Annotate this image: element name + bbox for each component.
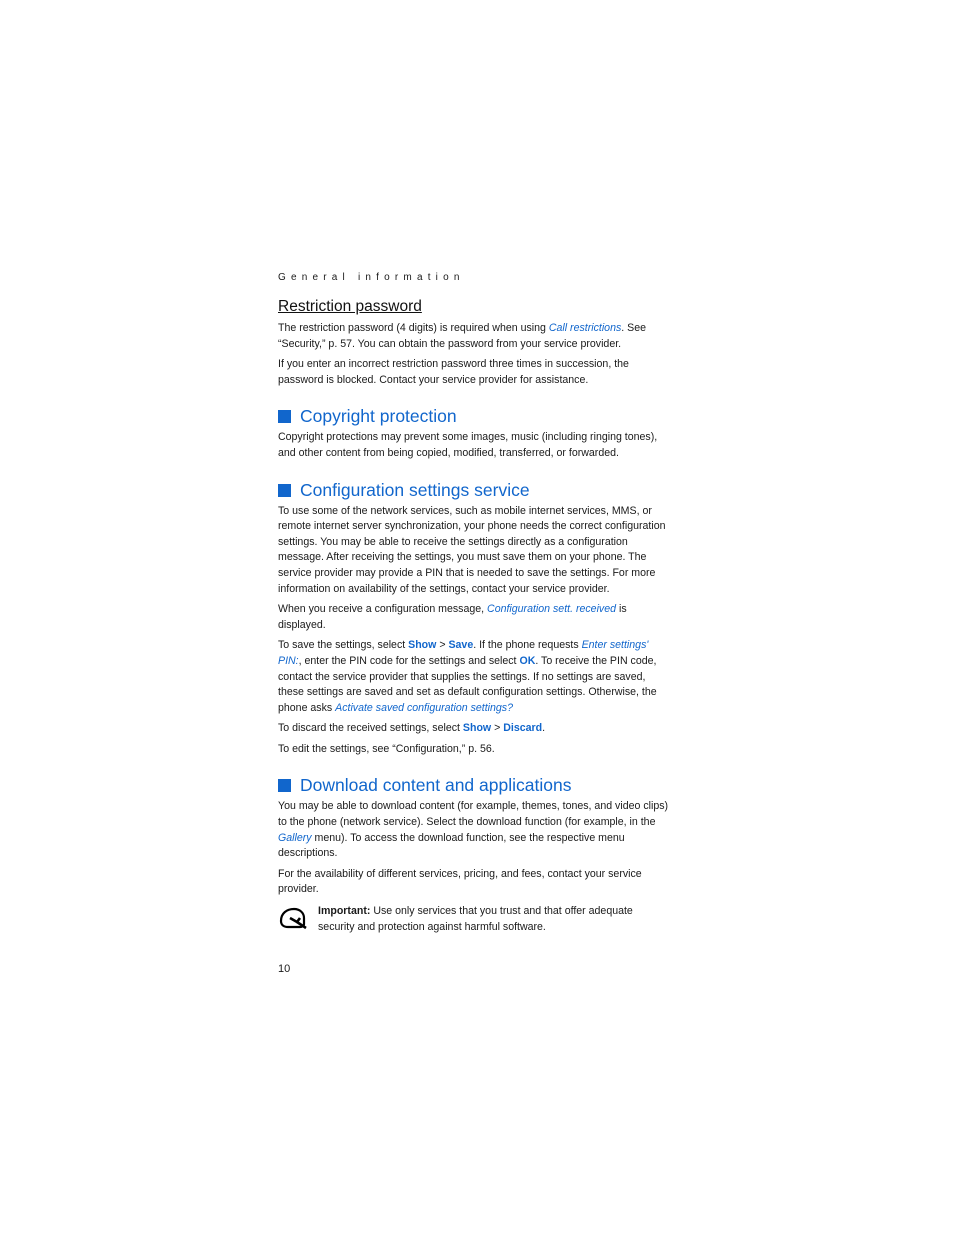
restriction-password-heading: Restriction password — [278, 298, 422, 315]
restriction-paragraph-2: If you enter an incorrect restriction password three times in succession, the password is blocked. Contact your service provider for assistance. — [278, 358, 629, 386]
copyright-heading: Copyright protection — [278, 406, 670, 427]
page-number: 10 — [278, 963, 291, 976]
config-paragraph-4: To discard the received settings, select Show > Discard. — [278, 722, 546, 735]
important-hand-icon — [278, 906, 308, 930]
show-key-ref: Show — [408, 639, 437, 652]
download-paragraph-1: You may be able to download content (for example, themes, tones, and video clips) to the phone (network service). Select the download function (for example, in the Gallery menu). To access the download function, see the respective menu descriptions. — [278, 800, 669, 860]
important-note — [278, 904, 670, 935]
config-paragraph-1: To use some of the network services, such as mobile internet services, MMS, or remote internet server synchronization, your phone needs the correct configuration settings. You may be able to receive the settings directly as a configuration message. After receiving the settings, you must save them on your phone. The service provider may provide a PIN that is needed to save the settings. For more information on availability of the settings, contact your service provider. — [278, 504, 666, 595]
save-key-ref: Save — [448, 639, 474, 652]
section-square-icon — [278, 779, 291, 792]
running-head: General information — [278, 272, 465, 283]
configuration-heading: Configuration settings service — [278, 480, 670, 501]
copyright-paragraph: Copyright protections may prevent some images, music (including ringing tones), and other content from being copied, modified, transferred, or forwarded. — [278, 431, 658, 459]
ok-key-ref: OK — [519, 654, 536, 667]
section-square-icon — [278, 410, 291, 423]
discard-key-ref: Discard — [503, 722, 543, 735]
important-note-text: Important: Use only services that you trust and that offer adequate security and protection against harmful software. — [318, 905, 633, 933]
section-square-icon — [278, 484, 291, 497]
enter-pin-ref: Enter settings' PIN: — [278, 639, 649, 667]
download-heading: Download content and applications — [278, 775, 670, 796]
config-paragraph-2: When you receive a configuration message, Configuration sett. received is displayed. — [278, 603, 627, 631]
config-paragraph-5: To edit the settings, see “Configuration,” p. 56. — [278, 742, 495, 755]
download-paragraph-2: For the availability of different services, pricing, and fees, contact your service provider. — [278, 867, 642, 896]
call-restrictions-ref: Call restrictions — [548, 322, 622, 334]
document-page — [278, 272, 670, 975]
activate-settings-ref: Activate saved configuration settings? — [335, 701, 513, 714]
show-key-ref: Show — [462, 722, 492, 735]
gallery-ref: Gallery — [278, 831, 312, 844]
restriction-paragraph-1: The restriction password (4 digits) is required when using Call restrictions. See “Security,” p. 57. You can obtain the password from your service provider. — [278, 322, 647, 350]
config-paragraph-3: To save the settings, select Show > Save. If the phone requests Enter settings' PIN:, enter the PIN code for the settings and select OK. To receive the PIN code, contact the service provider that supplies the settings. If no settings are saved, these settings are saved and set as default configuration settings. Otherwise, the phone asks Activate saved configuration settings? — [278, 639, 657, 714]
config-received-ref: Configuration sett. received — [487, 603, 617, 616]
